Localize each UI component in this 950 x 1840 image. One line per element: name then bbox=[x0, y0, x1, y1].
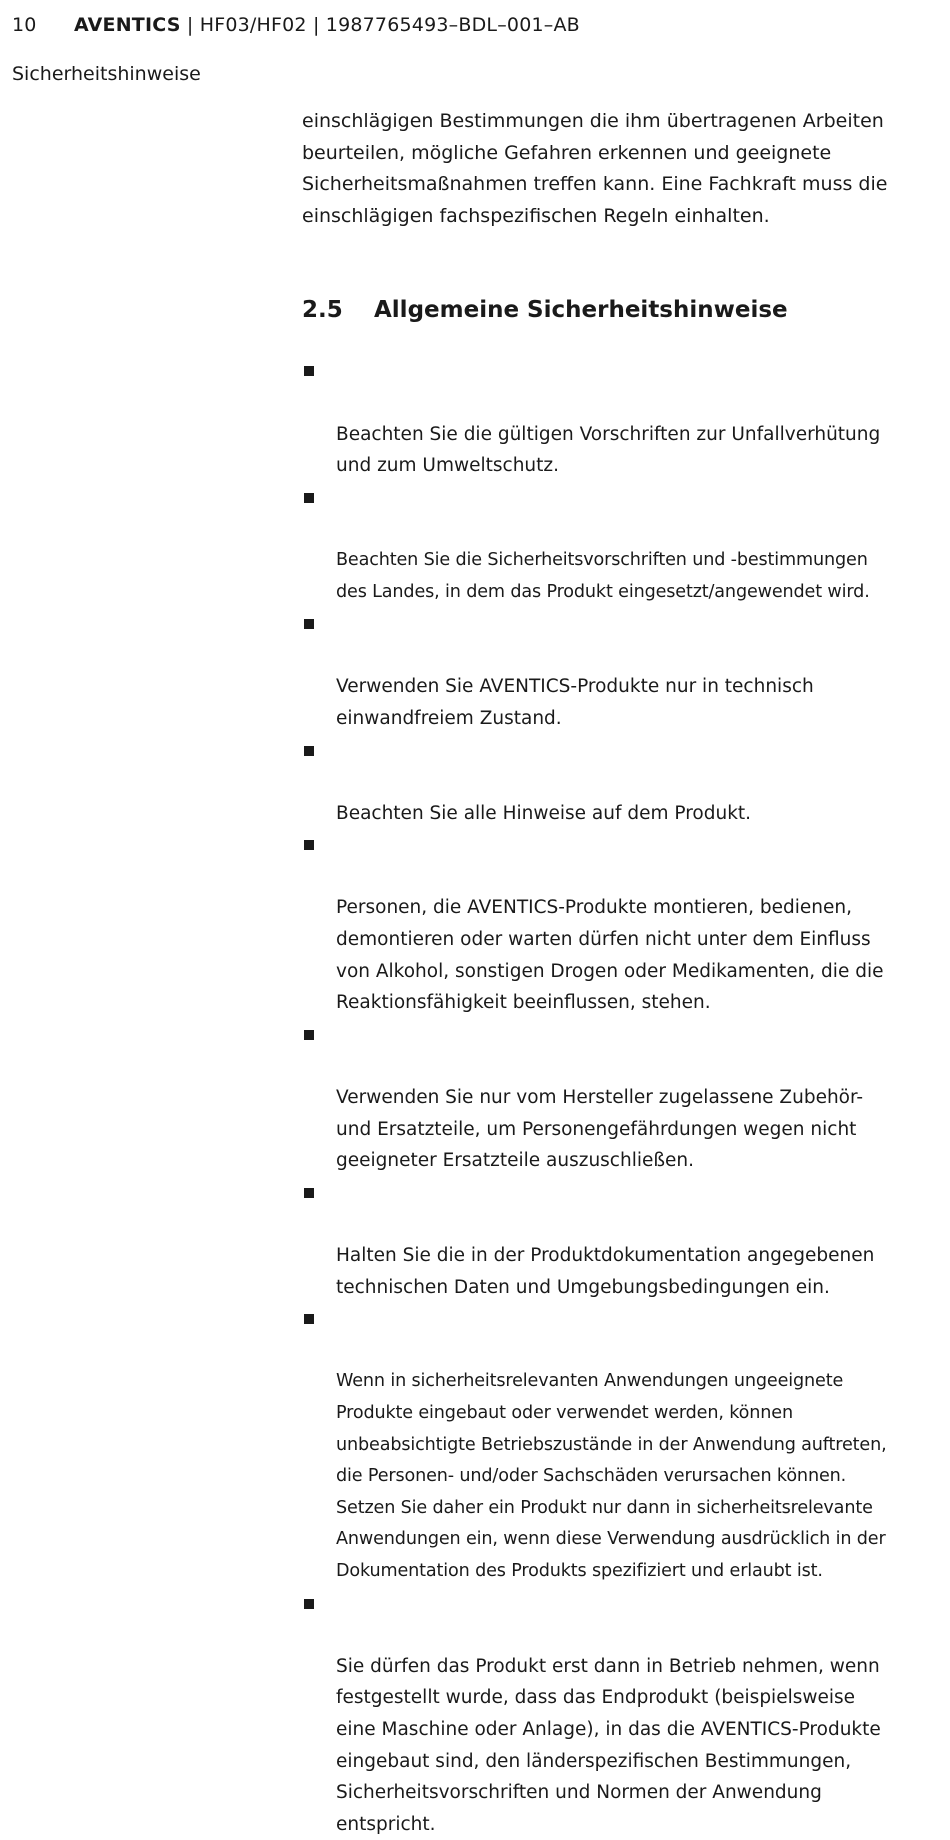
list-item-text: Wenn in sicherheitsrelevanten Anwendungen ungeeignete Produkte eingebaut oder verwendet werden, können unbeabsichtigte Betriebszustände in der Anwendung auftreten, die Personen- und/oder Sachschäden verursachen können. Setzen Sie daher ein Produkt nur dann in sicherheitsrelevante Anwendungen ein, wenn diese Verwendung ausdrücklich in der Dokumentation des Produkts spezifiziert und erlaubt ist. bbox=[336, 1371, 887, 1581]
list-item bbox=[302, 1019, 922, 1177]
list-item-text: Beachten Sie die Sicherheitsvorschriften und -bestimmungen des Landes, in dem das Produkt eingesetzt/angewendet wird. bbox=[336, 549, 870, 602]
square-bullet-icon bbox=[304, 366, 314, 376]
page-number: 10 bbox=[12, 14, 37, 36]
brand-name: AVENTICS bbox=[74, 14, 181, 36]
list-item-text: Beachten Sie die gültigen Vorschriften zur Unfallverhütung und zum Umweltschutz. bbox=[336, 423, 881, 477]
list-item bbox=[302, 1303, 922, 1587]
square-bullet-icon bbox=[304, 1188, 314, 1198]
safety-instructions-list bbox=[302, 355, 922, 1840]
square-bullet-icon bbox=[304, 619, 314, 629]
list-item-text: Personen, die AVENTICS-Produkte montieren, bedienen, demontieren oder warten dürfen nicht unter dem Einfluss von Alkohol, sonstigen Drogen oder Medikamenten, die die Reaktionsfähigkeit beeinflussen, stehen. bbox=[336, 897, 884, 1014]
list-item bbox=[302, 355, 922, 481]
section-heading bbox=[302, 294, 922, 326]
section-number: 2.5 bbox=[302, 297, 343, 324]
square-bullet-icon bbox=[304, 493, 314, 503]
section-title: Allgemeine Sicherheitshinweise bbox=[374, 297, 788, 324]
list-item bbox=[302, 482, 922, 608]
main-content bbox=[302, 106, 922, 1840]
list-item bbox=[302, 1177, 922, 1303]
list-item bbox=[302, 735, 922, 830]
intro-paragraph: einschlägigen Bestimmungen die ihm übertragenen Arbeiten beurteilen, mögliche Gefahren erkennen und geeignete Sicherheitsmaßnahmen treffen kann. Eine Fachkraft muss die einschlägigen fachspezifischen Regeln einhalten. bbox=[302, 110, 888, 227]
list-item-text: Sie dürfen das Produkt erst dann in Betrieb nehmen, wenn festgestellt wurde, dass das Endprodukt (beispielsweise eine Maschine oder Anlage), in das die AVENTICS-Produkte eingebaut sind, den länderspezifischen Bestimmungen, Sicherheitsvorschriften und Normen der Anwendung entspricht. bbox=[336, 1655, 881, 1835]
list-item bbox=[302, 608, 922, 734]
square-bullet-icon bbox=[304, 1599, 314, 1609]
document-info: | HF03/HF02 | 1987765493–BDL–001–AB bbox=[186, 14, 580, 36]
list-item-text: Halten Sie die in der Produktdokumentation angegebenen technischen Daten und Umgebungsbedingungen ein. bbox=[336, 1245, 875, 1298]
list-item-text: Beachten Sie alle Hinweise auf dem Produkt. bbox=[336, 802, 752, 824]
list-item bbox=[302, 1588, 922, 1840]
square-bullet-icon bbox=[304, 1030, 314, 1040]
square-bullet-icon bbox=[304, 1314, 314, 1324]
list-item-text: Verwenden Sie AVENTICS-Produkte nur in technisch einwandfreiem Zustand. bbox=[336, 676, 814, 729]
page-header bbox=[12, 12, 580, 38]
square-bullet-icon bbox=[304, 746, 314, 756]
square-bullet-icon bbox=[304, 840, 314, 850]
list-item-text: Verwenden Sie nur vom Hersteller zugelassene Zubehör- und Ersatzteile, um Personengefährdungen wegen nicht geeigneter Ersatzteile auszuschließen. bbox=[336, 1087, 864, 1172]
chapter-label: Sicherheitshinweise bbox=[12, 63, 201, 85]
list-item bbox=[302, 829, 922, 1019]
